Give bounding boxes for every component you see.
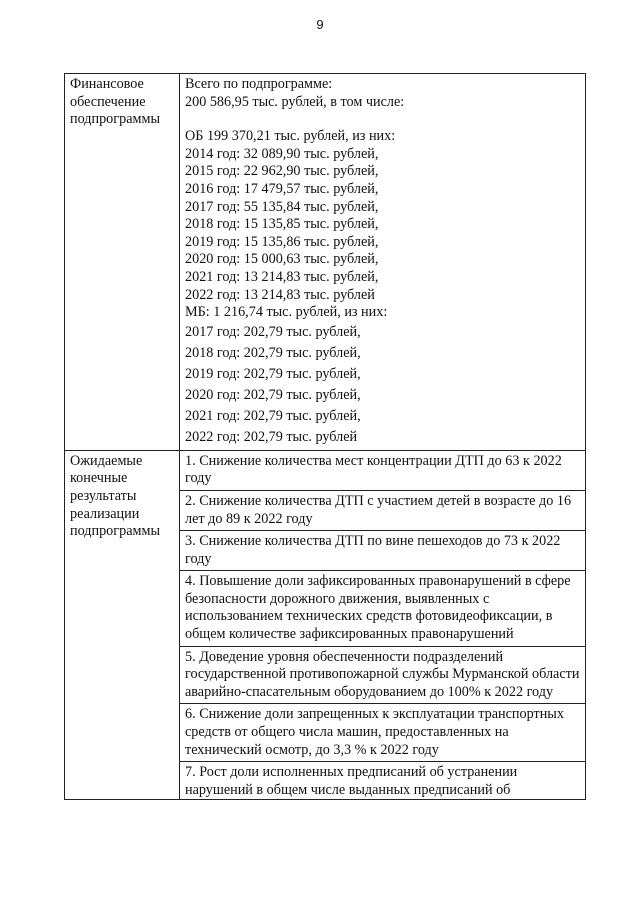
subprogram-passport-table	[64, 73, 586, 800]
financing-label-text: Финансовое обеспечение подпрограммы	[70, 76, 160, 128]
financing-mb-2019: 2019 год: 202,79 тыс. рублей,	[185, 365, 361, 382]
financing-mb-2018: 2018 год: 202,79 тыс. рублей,	[185, 344, 361, 361]
financing-mb-2021: 2021 год: 202,79 тыс. рублей,	[185, 407, 361, 424]
results-label	[65, 450, 180, 800]
financing-ob-2015: 2015 год: 22 962,90 тыс. рублей,	[185, 163, 379, 180]
results-label-text: Ожидаемые конечные результаты реализации подпрограммы	[70, 452, 160, 540]
result-item: 1. Снижение количества мест концентрации ДТП до 63 к 2022 году	[180, 450, 586, 490]
result-row	[65, 450, 586, 490]
result-item: 5. Доведение уровня обеспеченности подразделений государственной противопожарной службы Мурманской области аварийно-спасательным оборудованием до 100% к 2022 году	[180, 646, 586, 704]
financing-mb-2017: 2017 год: 202,79 тыс. рублей,	[185, 323, 361, 340]
financing-label	[65, 74, 180, 451]
page-number: 9	[316, 17, 324, 32]
result-item: 7. Рост доли исполненных предписаний об устранении нарушений в общем числе выданных предписаний об	[180, 762, 586, 800]
result-item: 2. Снижение количества ДТП с участием детей в возрасте до 16 лет до 89 к 2022 году	[180, 490, 586, 530]
financing-details	[180, 74, 586, 451]
financing-ob-2019: 2019 год: 15 135,86 тыс. рублей,	[185, 233, 379, 250]
financing-spacer	[185, 111, 580, 128]
financing-total-label: Всего по подпрограмме:	[185, 76, 333, 92]
financing-ob-2016: 2016 год: 17 479,57 тыс. рублей,	[185, 180, 379, 197]
financing-mb-2020: 2020 год: 202,79 тыс. рублей,	[185, 386, 361, 403]
financing-mb-2022: 2022 год: 202,79 тыс. рублей	[185, 428, 358, 445]
financing-ob-total: ОБ 199 370,21 тыс. рублей, из них:	[185, 128, 396, 145]
financing-ob-2018: 2018 год: 15 135,85 тыс. рублей,	[185, 216, 379, 233]
financing-ob-2022: 2022 год: 13 214,83 тыс. рублей	[185, 286, 375, 303]
financing-ob-2021: 2021 год: 13 214,83 тыс. рублей,	[185, 268, 379, 285]
result-item: 3. Снижение количества ДТП по вине пешеходов до 73 к 2022 году	[180, 531, 586, 571]
financing-ob-2020: 2020 год: 15 000,63 тыс. рублей,	[185, 251, 379, 268]
financing-mb-total: МБ: 1 216,74 тыс. рублей, из них:	[185, 304, 388, 321]
financing-ob-2017: 2017 год: 55 135,84 тыс. рублей,	[185, 198, 379, 215]
result-item: 4. Повышение доли зафиксированных правонарушений в сфере безопасности дорожного движения, выявленных с использованием технических средств фотовидеофиксации, в общем количестве зафиксированных правонарушений	[180, 571, 586, 646]
financing-total-amount: 200 586,95 тыс. рублей, в том числе:	[185, 93, 405, 110]
financing-row	[65, 74, 586, 451]
financing-ob-2014: 2014 год: 32 089,90 тыс. рублей,	[185, 145, 379, 162]
result-item: 6. Снижение доли запрещенных к эксплуатации транспортных средств от общего числа машин, предоставленных на технический осмотр, до 3,3 % к 2022 году	[180, 704, 586, 762]
